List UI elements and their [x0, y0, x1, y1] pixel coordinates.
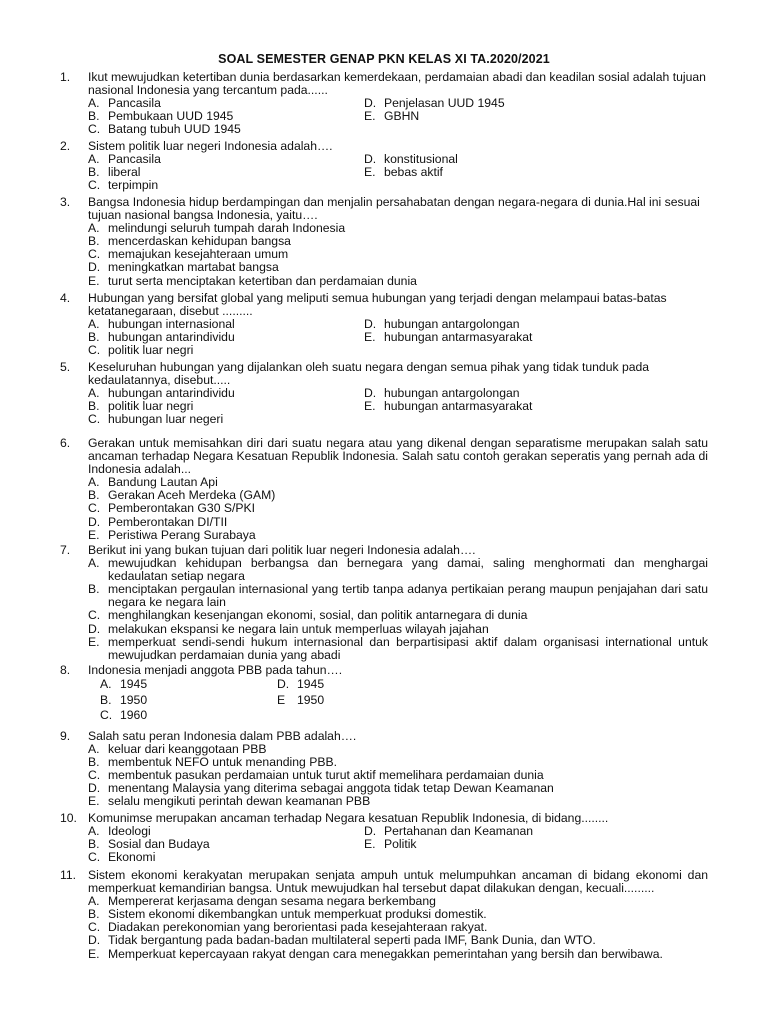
- question-stem: Hubungan yang bersifat global yang meliputi semua hubungan yang terjadi dengan melampaui batas-batas ketatanegaraan, disebut .........: [88, 291, 667, 319]
- option-d: D. hubungan antargolongan: [364, 386, 520, 401]
- option-c: C. terpimpin: [88, 178, 159, 193]
- option-e: E. hubungan antarmasyarakat: [364, 330, 533, 345]
- option-b: B. membentuk NEFO untuk menanding PBB.: [88, 755, 337, 770]
- question-number: 2.: [60, 139, 71, 153]
- option-a: A. 1945: [100, 677, 148, 692]
- option-a: A. Bandung Lautan Api: [88, 475, 218, 490]
- option-a: A. Pancasila: [88, 96, 161, 111]
- question-stem: Berikut ini yang bukan tujuan dari politik luar negeri Indonesia adalah….: [88, 543, 476, 557]
- option-a: A. Pancasila: [88, 152, 161, 167]
- question-number: 1.: [60, 70, 71, 84]
- option-b: B. politik luar negri: [88, 399, 194, 414]
- option-b: B. menciptakan pergaulan internasional yang tertib tanpa adanya pertikaian perang maupun penjajahan dari satu negara ke negara lain: [88, 582, 708, 610]
- question-stem: Sistem ekonomi kerakyatan merupakan senjata ampuh untuk melumpuhkan ancaman di bidang ekonomi dan memperkuat kemandirian bangsa. Untuk mewujudkan hal tersebut dapat dilakukan dengan, kecuali.........: [88, 868, 708, 896]
- option-c: C. Batang tubuh UUD 1945: [88, 122, 241, 137]
- question-10: [60, 811, 708, 865]
- question-11: [60, 868, 708, 961]
- option-c: C. hubungan luar negeri: [88, 412, 224, 427]
- option-c: C. 1960: [100, 708, 148, 723]
- option-d: D. 1945: [277, 677, 325, 692]
- question-number: 6.: [60, 436, 71, 450]
- question-6: [60, 436, 708, 542]
- option-d: D. konstitusional: [364, 152, 458, 167]
- option-a: A. mewujudkan kehidupan berbangsa dan bernegara yang damai, saling menghormati dan menghargai kedaulatan setiap negara: [88, 556, 708, 584]
- option-c: C. Ekonomi: [88, 850, 156, 865]
- option-d: D. Pertahanan dan Keamanan: [364, 824, 534, 839]
- question-stem: Gerakan untuk memisahkan diri dari suatu negara atau yang dikenal dengan separatisme merupakan salah satu ancaman terhadap Negara Kesatuan Republik Indonesia. Salah satu contoh gerakan seperatis yang pernah ada di Indonesia adalah...: [88, 436, 708, 477]
- option-b: B. Gerakan Aceh Merdeka (GAM): [88, 488, 276, 503]
- option-e: E. turut serta menciptakan ketertiban dan perdamaian dunia: [88, 273, 417, 288]
- option-d: D. melakukan ekspansi ke negara lain untuk memperluas wilayah jajahan: [88, 621, 489, 636]
- option-c: C. membentuk pasukan perdamaian untuk turut aktif memelihara perdamaian dunia: [88, 768, 544, 783]
- option-c: C. Pemberontakan G30 S/PKI: [88, 501, 256, 516]
- question-stem: Ikut mewujudkan ketertiban dunia berdasarkan kemerdekaan, perdamaian abadi dan keadilan sosial adalah tujuan nasional Indonesia yang tercantum pada......: [88, 70, 706, 98]
- option-c: C. menghilangkan kesenjangan ekonomi, sosial, dan politik antarnegara di dunia: [88, 608, 528, 623]
- option-d: D. Tidak bergantung pada badan-badan multilateral seperti pada IMF, Bank Dunia, dan WTO.: [88, 933, 596, 948]
- question-number: 5.: [60, 360, 71, 374]
- option-d: D. hubungan antargolongan: [364, 317, 520, 332]
- option-e: E 1950: [277, 692, 325, 707]
- option-a: A. hubungan internasional: [88, 317, 235, 332]
- question-stem: Komunimse merupakan ancaman terhadap Negara kesatuan Republik Indonesia, di bidang........: [88, 811, 609, 825]
- option-b: B. 1950: [100, 692, 148, 707]
- question-9: [60, 729, 708, 809]
- option-e: E. Memperkuat kepercayaan rakyat dengan cara menegakkan pemerintahan yang bersih dan berwibawa.: [88, 946, 663, 961]
- option-a: A. Ideologi: [88, 824, 151, 839]
- option-d: D. meningkatkan martabat bangsa: [88, 260, 279, 275]
- question-stem: Keseluruhan hubungan yang dijalankan oleh suatu negara dengan semua pihak yang tidak tunduk pada kedaulatannya, disebut.....: [88, 360, 650, 388]
- option-d: D. Penjelasan UUD 1945: [364, 96, 505, 111]
- option-e: E. Peristiwa Perang Surabaya: [88, 527, 256, 542]
- question-stem: Indonesia menjadi anggota PBB pada tahun….: [88, 663, 343, 677]
- option-d: D. Pemberontakan DI/TII: [88, 514, 228, 529]
- question-7: [60, 543, 708, 662]
- option-c: C. memajukan kesejahteraan umum: [88, 247, 289, 262]
- option-d: D. menentang Malaysia yang diterima sebagai anggota tidak tetap Dewan Keamanan: [88, 781, 554, 796]
- question-number: 8.: [60, 663, 71, 677]
- question-number: 10.: [60, 811, 77, 825]
- option-a: A. hubungan antarindividu: [88, 386, 235, 401]
- exam-title: SOAL SEMESTER GENAP PKN KELAS XI TA.2020/2021: [218, 52, 550, 66]
- question-number: 4.: [60, 291, 71, 305]
- option-e: E. Politik: [364, 837, 417, 852]
- option-a: A. keluar dari keanggotaan PBB: [88, 742, 267, 757]
- question-number: 9.: [60, 729, 71, 743]
- option-a: A. Mempererat kerjasama dengan sesama negara berkembang: [88, 894, 436, 909]
- option-b: B. Pembukaan UUD 1945: [88, 109, 234, 124]
- option-e: E. hubungan antarmasyarakat: [364, 399, 533, 414]
- question-3: [60, 195, 708, 288]
- question-5: [60, 360, 708, 427]
- question-number: 7.: [60, 543, 71, 557]
- question-1: [60, 70, 708, 137]
- option-e: E. GBHN: [364, 109, 420, 124]
- question-2: [60, 139, 708, 193]
- question-4: [60, 291, 708, 358]
- question-number: 11.: [60, 868, 77, 882]
- question-8: [60, 663, 708, 724]
- option-e: E. memperkuat sendi-sendi hukum internasional dan berpartisipasi aktif dalam organisasi international untuk mewujudkan perdamaian dunia yang abadi: [88, 634, 708, 662]
- question-stem: Sistem politik luar negeri Indonesia adalah….: [88, 139, 333, 153]
- question-stem: Bangsa Indonesia hidup berdampingan dan menjalin persahabatan dengan negara-negara di dunia.Hal ini sesuai tujuan nasional bangsa Indonesia, yaitu….: [88, 195, 700, 223]
- option-b: B. Sistem ekonomi dikembangkan untuk memperkuat produksi domestik.: [88, 907, 487, 922]
- option-e: E. selalu mengikuti perintah dewan keamanan PBB: [88, 794, 371, 809]
- option-a: A. melindungi seluruh tumpah darah Indonesia: [88, 221, 346, 236]
- option-c: C. Diadakan perekonomian yang berorientasi pada kesejahteraan rakyat.: [88, 920, 488, 935]
- option-e: E. bebas aktif: [364, 165, 443, 180]
- question-stem: Salah satu peran Indonesia dalam PBB adalah….: [88, 729, 357, 743]
- question-number: 3.: [60, 195, 71, 209]
- option-b: B. hubungan antarindividu: [88, 330, 235, 345]
- option-b: B. Sosial dan Budaya: [88, 837, 210, 852]
- option-c: C. politik luar negri: [88, 343, 194, 358]
- option-b: B. liberal: [88, 165, 141, 180]
- option-b: B. mencerdaskan kehidupan bangsa: [88, 234, 291, 249]
